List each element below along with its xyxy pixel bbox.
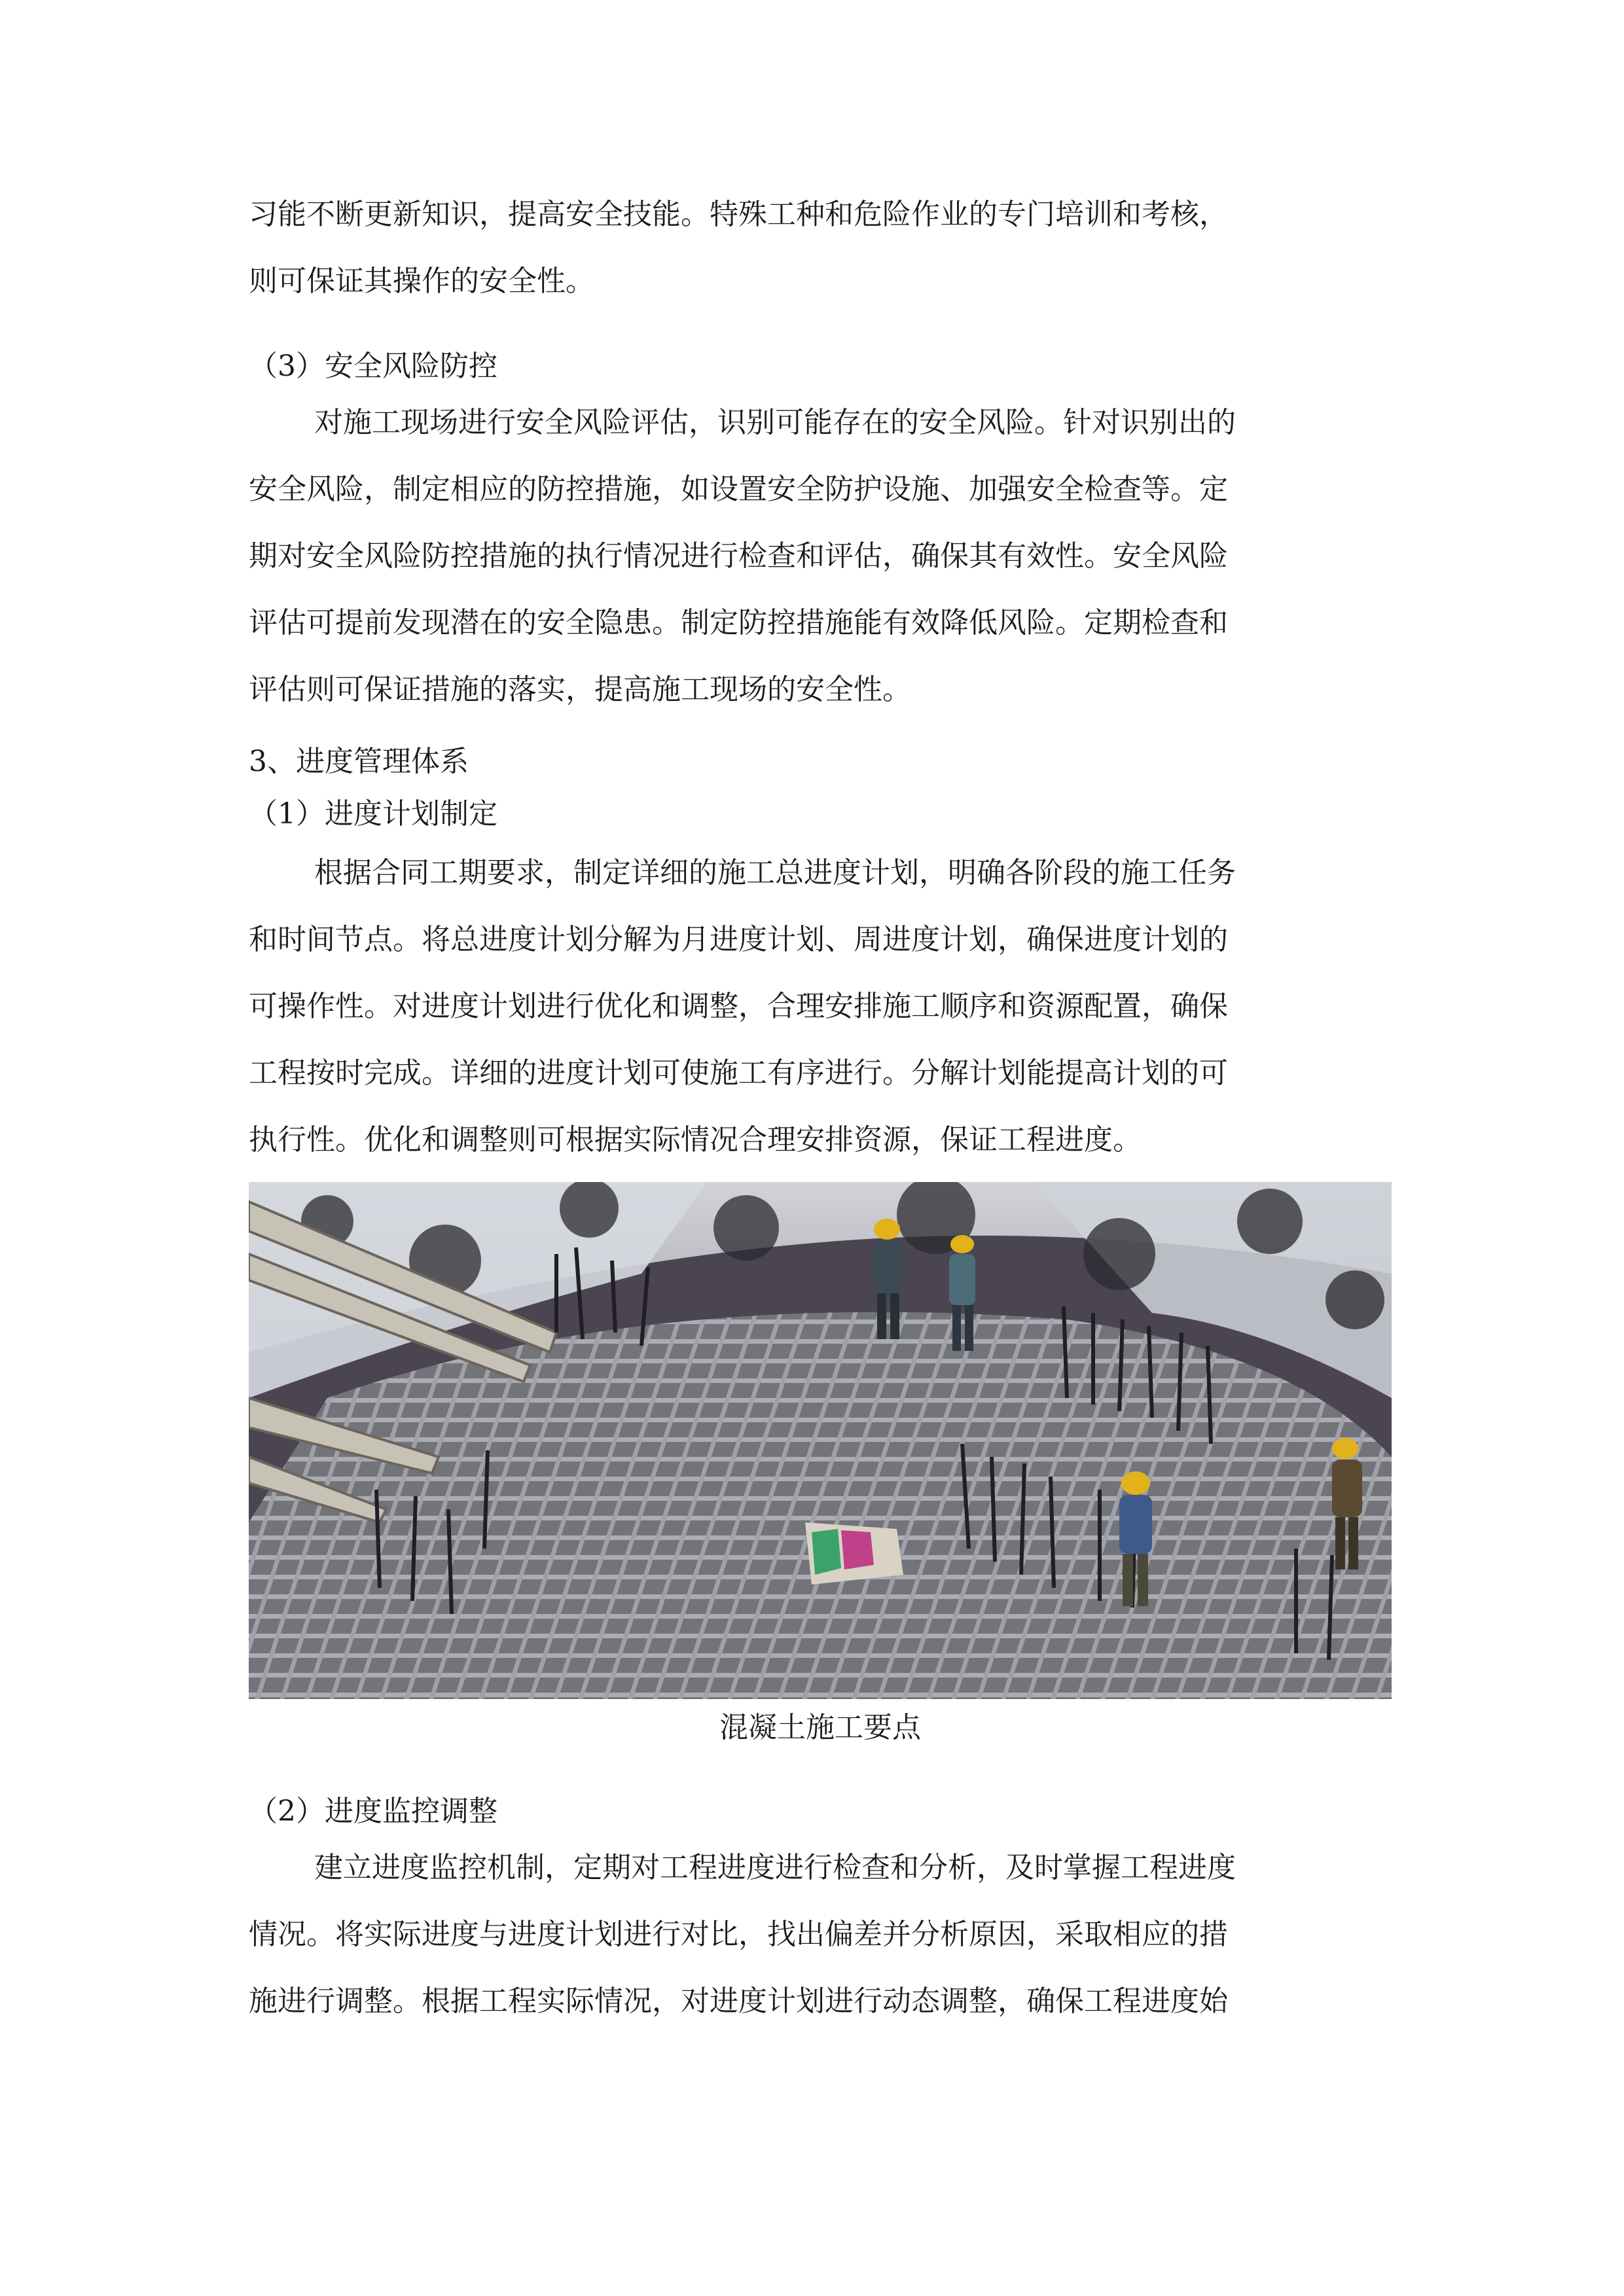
paragraph-line: 工程按时完成。详细的进度计划可使施工有序进行。分解计划能提高计划的可 <box>249 1056 1228 1090</box>
paragraph-line: 和时间节点。将总进度计划分解为月进度计划、周进度计划，确保进度计划的 <box>249 923 1228 956</box>
paragraph-line: 期对安全风险防控措施的执行情况进行检查和评估，确保其有效性。安全风险 <box>249 539 1228 573</box>
paragraph-line: 情况。将实际进度与进度计划进行对比，找出偏差并分析原因，采取相应的措 <box>249 1918 1228 1951</box>
subsection-heading: （3）安全风险防控 <box>249 350 497 383</box>
paragraph-line: 执行性。优化和调整则可根据实际情况合理安排资源，保证工程进度。 <box>249 1123 1142 1157</box>
paragraph-line: 习能不断更新知识，提高安全技能。特殊工种和危险作业的专门培训和考核， <box>249 198 1228 231</box>
figure-caption: 混凝土施工要点 <box>719 1711 921 1744</box>
paragraph-line: 则可保证其操作的安全性。 <box>249 264 594 298</box>
paragraph-line: 建立进度监控机制，定期对工程进度进行检查和分析，及时掌握工程进度 <box>314 1851 1236 1884</box>
paragraph-line: 安全风险，制定相应的防控措施，如设置安全防护设施、加强安全检查等。定 <box>249 473 1228 506</box>
subsection-heading: （1）进度计划制定 <box>249 797 497 831</box>
paragraph-line: 评估可提前发现潜在的安全隐患。制定防控措施能有效降低风险。定期检查和 <box>249 606 1228 639</box>
paragraph-line: 评估则可保证措施的落实，提高施工现场的安全性。 <box>249 673 911 706</box>
paragraph-line: 施进行调整。根据工程实际情况，对进度计划进行动态调整，确保工程进度始 <box>249 1984 1228 2018</box>
paragraph-line: 对施工现场进行安全风险评估，识别可能存在的安全风险。针对识别出的 <box>314 406 1236 439</box>
section-heading: 3、进度管理体系 <box>249 745 469 778</box>
paragraph-line: 可操作性。对进度计划进行优化和调整，合理安排施工顺序和资源配置，确保 <box>249 990 1228 1023</box>
subsection-heading: （2）进度监控调整 <box>249 1795 497 1828</box>
construction-photo <box>249 1182 1392 1699</box>
paragraph-line: 根据合同工期要求，制定详细的施工总进度计划，明确各阶段的施工任务 <box>314 856 1236 889</box>
